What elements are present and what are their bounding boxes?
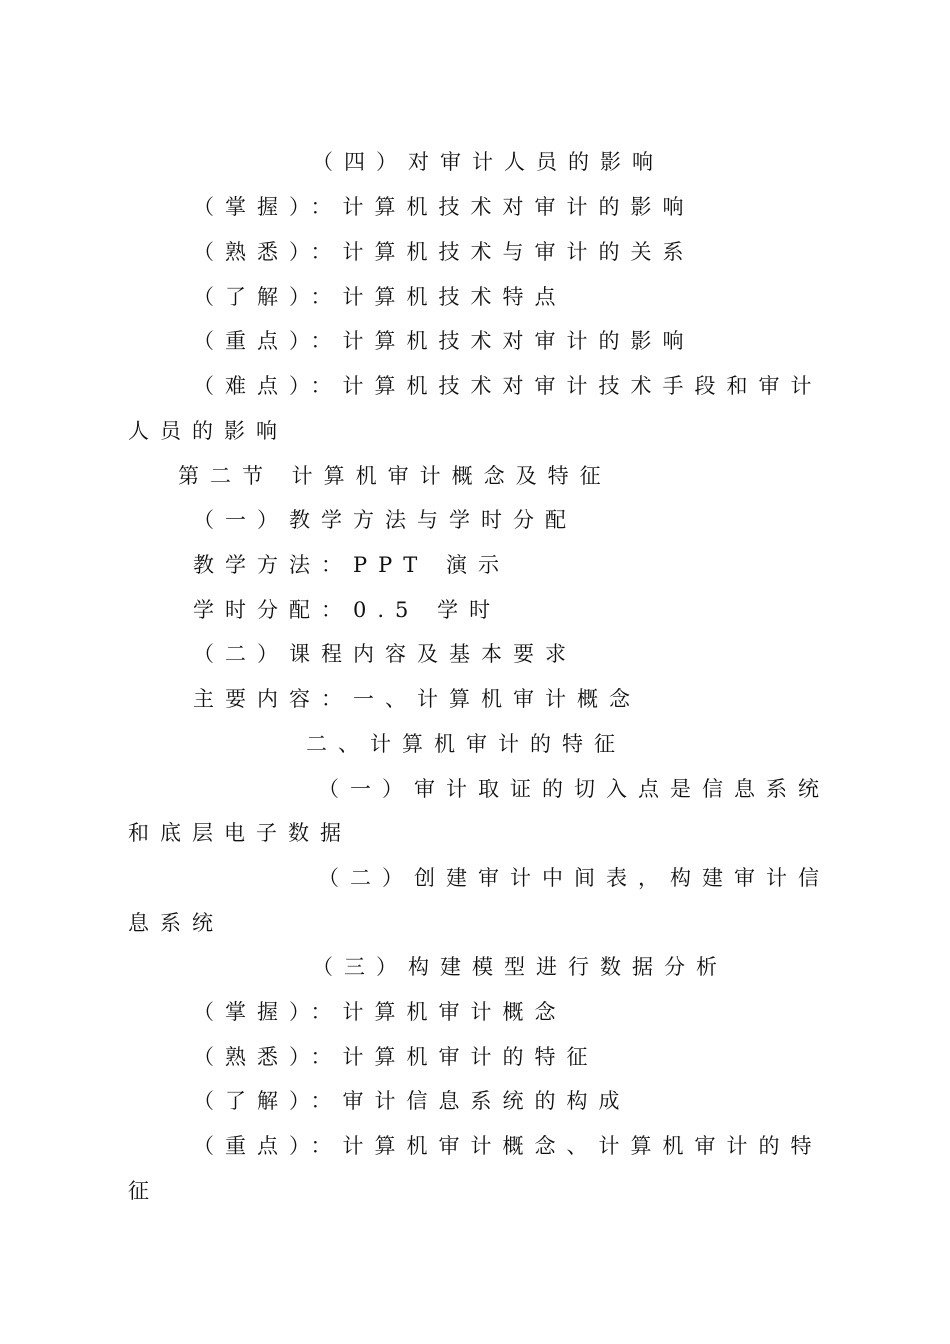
objective-key-point-2: （重点）：计算机审计概念、计算机审计的特 — [193, 1134, 823, 1158]
section-title: 第二节 计算机审计概念及特征 — [178, 464, 612, 488]
objective-familiar-2: （熟悉）：计算机审计的特征 — [193, 1045, 599, 1069]
feature-2: （二）创建审计中间表，构建审计信 — [318, 866, 830, 890]
objective-familiar: （熟悉）：计算机技术与审计的关系 — [193, 240, 695, 264]
teaching-method: 教学方法：PPT 演示 — [193, 553, 510, 577]
objective-master-2: （掌握）：计算机审计概念 — [193, 1000, 567, 1024]
class-hours: 学时分配：0.5 学时 — [193, 598, 502, 622]
subheading-teaching-method: （一）教学方法与学时分配 — [193, 508, 577, 532]
objective-understand-2: （了解）：审计信息系统的构成 — [193, 1089, 631, 1113]
objective-difficult-point: （难点）：计算机技术对审计技术手段和审计 — [193, 374, 823, 398]
subheading-course-content: （二）课程内容及基本要求 — [193, 642, 577, 666]
objective-understand: （了解）：计算机技术特点 — [193, 285, 567, 309]
objective-key-point: （重点）：计算机技术对审计的影响 — [193, 329, 695, 353]
main-content: 主要内容：一、计算机审计概念 — [193, 687, 641, 711]
feature-1-cont: 和底层电子数据 — [128, 821, 352, 845]
feature-2-cont: 息系统 — [128, 911, 224, 935]
objective-master: （掌握）：计算机技术对审计的影响 — [193, 195, 695, 219]
objective-difficult-point-cont: 人员的影响 — [128, 419, 288, 443]
feature-3: （三）构建模型进行数据分析 — [312, 955, 728, 979]
content-item-2: 二、计算机审计的特征 — [306, 732, 626, 756]
objective-key-point-2-cont: 征 — [128, 1179, 160, 1203]
feature-1: （一）审计取证的切入点是信息系统 — [318, 777, 830, 801]
heading-impact-on-auditors: （四）对审计人员的影响 — [312, 150, 664, 174]
